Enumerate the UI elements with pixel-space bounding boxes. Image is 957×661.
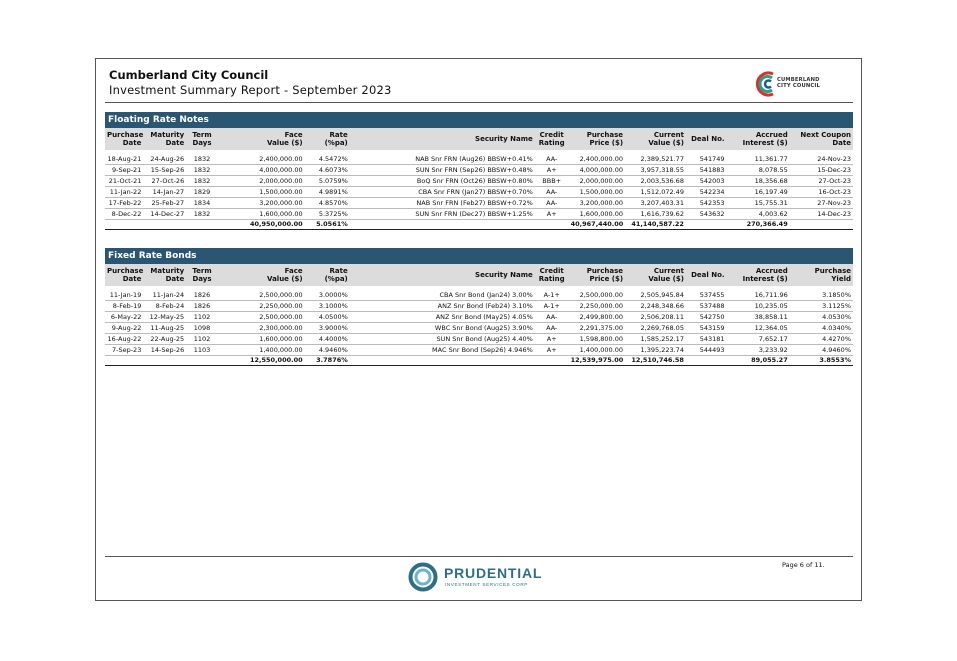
table-cell: 8-Dec-22 [105, 209, 143, 220]
table-cell: 1,598,800.00 [569, 334, 625, 345]
table-cell: 16-Oct-23 [790, 187, 853, 198]
table-cell: 1826 [186, 301, 218, 312]
table-cell: 4,003.62 [727, 209, 790, 220]
table-cell: 2,003,536.68 [625, 176, 686, 187]
table-cell: 22-Aug-25 [143, 334, 186, 345]
table-cell: A-1+ [535, 290, 569, 301]
table-cell: 3.1000% [305, 301, 350, 312]
table-cell: 1,500,000.00 [218, 187, 305, 198]
table-cell: 1102 [186, 312, 218, 323]
column-header: Security Name [350, 264, 535, 286]
column-header: Purchase Price ($) [569, 264, 625, 286]
table-cell: 1102 [186, 334, 218, 345]
table-cell: 4.0530% [790, 312, 853, 323]
column-header: Face Value ($) [218, 128, 305, 150]
column-header: Purchase Date [105, 128, 143, 150]
table-cell: 1,600,000.00 [218, 209, 305, 220]
table-cell: 18,356.68 [727, 176, 790, 187]
table-cell: 14-Dec-23 [790, 209, 853, 220]
table-cell: CBA Snr Bond (Jan24) 3.00% [350, 290, 535, 301]
page-number: Page 6 of 11. [782, 561, 825, 569]
table-cell: 9-Sep-21 [105, 165, 143, 176]
total-cell [186, 356, 218, 366]
total-cell: 12,539,975.00 [570, 356, 624, 364]
column-header: Credit Rating [535, 128, 569, 150]
table-cell: 12-May-25 [143, 312, 186, 323]
table-cell: 2,389,521.77 [625, 154, 686, 165]
column-header: Purchase Date [105, 264, 143, 286]
table-cell: AA- [535, 154, 569, 165]
table-cell: 2,250,000.00 [569, 301, 625, 312]
table-cell: 4,000,000.00 [218, 165, 305, 176]
table-cell: 1,616,739.62 [625, 209, 686, 220]
table-cell: A-1+ [535, 301, 569, 312]
table-cell: A+ [535, 345, 569, 356]
table-cell: 16,711.96 [727, 290, 790, 301]
table-cell: 1832 [186, 165, 218, 176]
table-cell: AA- [535, 312, 569, 323]
column-header: Face Value ($) [218, 264, 305, 286]
table-cell: 2,400,000.00 [569, 154, 625, 165]
column-header: Credit Rating [535, 264, 569, 286]
table-cell: 2,000,000.00 [218, 176, 305, 187]
table-cell: 15,755.31 [727, 198, 790, 209]
total-cell [686, 356, 727, 366]
table-cell: 4.0500% [305, 312, 350, 323]
table-cell: 4.8570% [305, 198, 350, 209]
table-cell: 542234 [686, 187, 727, 198]
total-cell: 89,055.27 [727, 356, 790, 366]
prudential-brand: PRUDENTIAL [444, 565, 543, 581]
table-cell: 16-Aug-22 [105, 334, 143, 345]
table-cell: 4.9460% [305, 345, 350, 356]
total-cell [105, 356, 143, 366]
table-cell: 24-Aug-26 [143, 154, 186, 165]
table-cell: A+ [535, 334, 569, 345]
table-cell: 543159 [686, 323, 727, 334]
table-cell: 7-Sep-23 [105, 345, 143, 356]
table-cell: 2,250,000.00 [218, 301, 305, 312]
table-cell: 4.0340% [790, 323, 853, 334]
fixed-rate-bonds-section [105, 248, 853, 366]
table-cell: A+ [535, 165, 569, 176]
totals-row [105, 356, 853, 366]
table-cell: 17-Feb-22 [105, 198, 143, 209]
council-logo [751, 66, 831, 102]
table-cell: 5.0759% [305, 176, 350, 187]
table-cell: 1,600,000.00 [569, 209, 625, 220]
table-cell: 2,500,000.00 [569, 290, 625, 301]
table-cell: 16,197.49 [727, 187, 790, 198]
table-row [105, 301, 853, 312]
table-row [105, 312, 853, 323]
table-cell: SUN Snr Bond (Aug25) 4.40% [350, 334, 535, 345]
table-row [105, 187, 853, 198]
table-cell: 2,000,000.00 [569, 176, 625, 187]
table-cell: BoQ Snr FRN (Oct26) BBSW+0.80% [350, 176, 535, 187]
table-cell: 1103 [186, 345, 218, 356]
total-cell [105, 220, 143, 230]
table-cell: 2,291,375.00 [569, 323, 625, 334]
table-row [105, 176, 853, 187]
table-cell: 8,078.55 [727, 165, 790, 176]
table-cell: 542353 [686, 198, 727, 209]
table-cell: AA- [535, 187, 569, 198]
table-cell: 3,200,000.00 [569, 198, 625, 209]
column-header: Current Value ($) [625, 264, 686, 286]
table-cell: 1,400,000.00 [569, 345, 625, 356]
table-cell: 2,248,348.66 [625, 301, 686, 312]
table-cell: 544493 [686, 345, 727, 356]
table-cell: 1,600,000.00 [218, 334, 305, 345]
table-cell: 3.0000% [305, 290, 350, 301]
table-cell: 27-Oct-23 [790, 176, 853, 187]
table-cell: 2,500,000.00 [218, 312, 305, 323]
table-cell: 543181 [686, 334, 727, 345]
total-cell: 270,366.49 [727, 220, 790, 230]
table-cell: 14-Jan-27 [143, 187, 186, 198]
column-header: Purchase Yield [790, 264, 853, 286]
table-cell: 537488 [686, 301, 727, 312]
total-cell [143, 356, 186, 366]
total-cell: 40,950,000.00 [218, 220, 305, 230]
total-cell [686, 220, 727, 230]
total-cell: 41,140,587.22 [625, 220, 686, 230]
table-cell: 27-Oct-26 [143, 176, 186, 187]
table-cell: 4.9460% [790, 345, 853, 356]
table-cell: 1,400,000.00 [218, 345, 305, 356]
table-cell: 6-May-22 [105, 312, 143, 323]
column-header: Deal No. [686, 128, 727, 150]
table-header-row [105, 128, 853, 150]
total-cell [350, 220, 535, 230]
table-cell: 4.6073% [305, 165, 350, 176]
table-cell: 38,858.11 [727, 312, 790, 323]
column-header: Deal No. [686, 264, 727, 286]
total-cell: 40,967,440.00 [570, 220, 624, 228]
table-cell: 541749 [686, 154, 727, 165]
total-cell [535, 356, 569, 366]
council-logo-text: CUMBERLAND CITY COUNCIL [777, 77, 821, 89]
table-cell: 4.4270% [790, 334, 853, 345]
table-cell: 24-Nov-23 [790, 154, 853, 165]
table-cell: 2,500,000.00 [218, 290, 305, 301]
table-cell: ANZ Snr Bond (Feb24) 3.10% [350, 301, 535, 312]
total-cell: 12,550,000.00 [218, 356, 305, 366]
table-cell: 21-Oct-21 [105, 176, 143, 187]
table-cell: 15-Sep-26 [143, 165, 186, 176]
table-cell: WBC Snr Bond (Aug25) 3.90% [350, 323, 535, 334]
table-cell: MAC Snr Bond (Sep26) 4.946% [350, 345, 535, 356]
table-cell: BBB+ [535, 176, 569, 187]
table-cell: 10,235.05 [727, 301, 790, 312]
table-cell: 3.9000% [305, 323, 350, 334]
column-header: Accrued Interest ($) [727, 264, 790, 286]
total-cell [790, 220, 853, 230]
column-header: Accrued Interest ($) [727, 128, 790, 150]
table-cell: 3,233.92 [727, 345, 790, 356]
total-cell [143, 220, 186, 230]
table-header-row [105, 264, 853, 286]
table-cell: 2,269,768.05 [625, 323, 686, 334]
table-cell: 2,506,208.11 [625, 312, 686, 323]
table-cell: 14-Sep-26 [143, 345, 186, 356]
table-cell: SUN Snr FRN (Dec27) BBSW+1.25% [350, 209, 535, 220]
table-cell: 11-Aug-25 [143, 323, 186, 334]
table-cell: 11-Jan-22 [105, 187, 143, 198]
table-cell: CBA Snr FRN (Jan27) BBSW+0.70% [350, 187, 535, 198]
table-cell: 1829 [186, 187, 218, 198]
table-row [105, 209, 853, 220]
table-cell: 1,512,072.49 [625, 187, 686, 198]
table-cell: 1,585,252.17 [625, 334, 686, 345]
total-cell [186, 220, 218, 230]
table-row [105, 345, 853, 356]
table-cell: 3,200,000.00 [218, 198, 305, 209]
table-cell: 1832 [186, 209, 218, 220]
column-header: Term Days [186, 264, 218, 286]
table-cell: 14-Dec-27 [143, 209, 186, 220]
table-row [105, 154, 853, 165]
frb-table [105, 264, 853, 366]
column-header: Rate (%pa) [305, 128, 350, 150]
table-cell: 4,000,000.00 [569, 165, 625, 176]
table-row [105, 165, 853, 176]
table-cell: 7,652.17 [727, 334, 790, 345]
table-cell: 1,395,223.74 [625, 345, 686, 356]
column-header: Maturity Date [143, 128, 186, 150]
column-header: Rate (%pa) [305, 264, 350, 286]
header-divider [105, 102, 853, 103]
table-cell: 1098 [186, 323, 218, 334]
table-cell: AA- [535, 323, 569, 334]
table-cell: NAB Snr FRN (Aug26) BBSW+0.41% [350, 154, 535, 165]
table-row [105, 290, 853, 301]
table-cell: 1832 [186, 176, 218, 187]
floating-rate-notes-section [105, 112, 853, 230]
table-cell: 4.9891% [305, 187, 350, 198]
table-cell: 11,361.77 [727, 154, 790, 165]
table-cell: 11-Jan-24 [143, 290, 186, 301]
table-cell: 3,957,318.55 [625, 165, 686, 176]
table-row [105, 198, 853, 209]
prudential-tagline: INVESTMENT SERVICES CORP [445, 582, 528, 587]
table-cell: 2,505,945.84 [625, 290, 686, 301]
table-cell: 3,207,403.31 [625, 198, 686, 209]
table-cell: SUN Snr FRN (Sep26) BBSW+0.48% [350, 165, 535, 176]
table-cell: 5.3725% [305, 209, 350, 220]
column-header: Term Days [186, 128, 218, 150]
table-cell: 543632 [686, 209, 727, 220]
table-cell: 4.5472% [305, 154, 350, 165]
table-cell: 1834 [186, 198, 218, 209]
table-row [105, 334, 853, 345]
report-title: Cumberland City Council [109, 68, 269, 82]
table-cell: 2,499,800.00 [569, 312, 625, 323]
column-header: Purchase Price ($) [569, 128, 625, 150]
total-cell: 3.7876% [305, 356, 350, 366]
table-cell: 541883 [686, 165, 727, 176]
column-header: Current Value ($) [625, 128, 686, 150]
frn-table [105, 128, 853, 230]
table-cell: 3.1125% [790, 301, 853, 312]
table-cell: 15-Dec-23 [790, 165, 853, 176]
table-cell: 8-Feb-24 [143, 301, 186, 312]
table-cell: 542750 [686, 312, 727, 323]
section-title: Floating Rate Notes [105, 112, 853, 128]
table-cell: ANZ Snr Bond (May25) 4.05% [350, 312, 535, 323]
table-cell: 4.4000% [305, 334, 350, 345]
table-cell: 27-Nov-23 [790, 198, 853, 209]
total-cell: 5.0561% [305, 220, 350, 230]
footer-divider [105, 556, 853, 557]
column-header: Security Name [350, 128, 535, 150]
table-cell: 537455 [686, 290, 727, 301]
totals-row [105, 220, 853, 230]
table-cell: 9-Aug-22 [105, 323, 143, 334]
section-title: Fixed Rate Bonds [105, 248, 853, 264]
report-page [95, 58, 862, 601]
table-cell: 1826 [186, 290, 218, 301]
prudential-logo [407, 562, 552, 592]
table-cell: 18-Aug-21 [105, 154, 143, 165]
total-cell [535, 220, 569, 230]
table-cell: 25-Feb-27 [143, 198, 186, 209]
table-cell: 3.1850% [790, 290, 853, 301]
table-cell: 11-Jan-19 [105, 290, 143, 301]
prudential-logo-icon [407, 562, 439, 592]
column-header: Maturity Date [143, 264, 186, 286]
table-cell: AA- [535, 198, 569, 209]
column-header: Next Coupon Date [790, 128, 853, 150]
report-subtitle: Investment Summary Report - September 2023 [109, 83, 392, 97]
table-cell: 1832 [186, 154, 218, 165]
table-cell: 1,500,000.00 [569, 187, 625, 198]
total-cell: 3.8553% [790, 356, 853, 366]
table-cell: 2,300,000.00 [218, 323, 305, 334]
table-cell: 12,364.05 [727, 323, 790, 334]
table-cell: 2,400,000.00 [218, 154, 305, 165]
total-cell: 12,510,746.58 [625, 356, 686, 366]
table-cell: 542003 [686, 176, 727, 187]
total-cell [350, 356, 535, 366]
table-cell: 8-Feb-19 [105, 301, 143, 312]
table-cell: A+ [535, 209, 569, 220]
table-cell: NAB Snr FRN (Feb27) BBSW+0.72% [350, 198, 535, 209]
table-row [105, 323, 853, 334]
